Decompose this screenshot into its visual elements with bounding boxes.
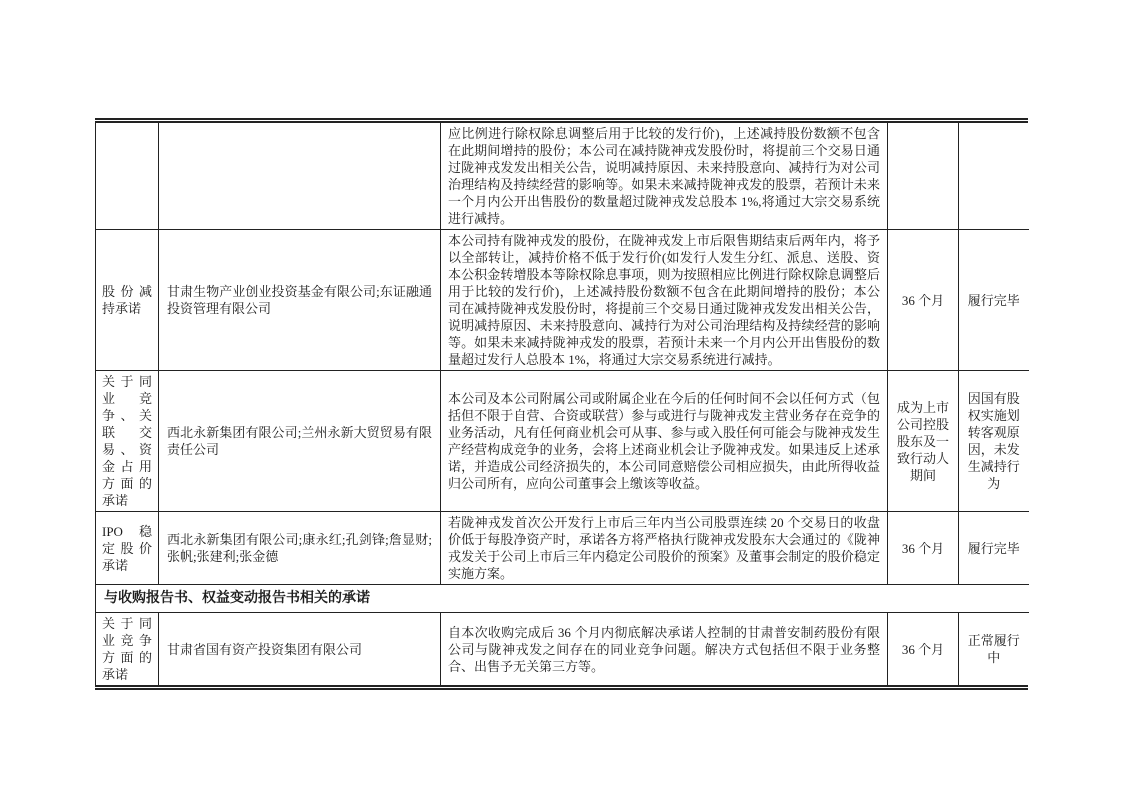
commitment-type-cell — [96, 123, 159, 230]
commitment-type-cell: 关于同业竞争方面的承诺 — [96, 613, 159, 686]
commitment-party-cell: 甘肃生物产业创业投资基金有限公司;东证融通投资管理有限公司 — [159, 230, 441, 371]
commitment-status-cell: 正常履行中 — [959, 613, 1029, 686]
table-row-competition-related — [96, 371, 1029, 512]
commitment-type-cell: IPO 稳定股价承诺 — [96, 512, 159, 585]
commitment-status-cell: 因国有股权实施划转客观原因，未发生减持行为 — [959, 371, 1029, 512]
commitment-party-cell: 西北永新集团有限公司;兰州永新大贸贸易有限责任公司 — [159, 371, 441, 512]
commitment-type-cell: 关于同业竞争、关联交易、资金占用方面的承诺 — [96, 371, 159, 512]
commitment-party-cell — [159, 123, 441, 230]
commitment-duration-cell: 36 个月 — [888, 230, 959, 371]
table-section-header-row — [96, 585, 1029, 613]
commitment-type-cell: 股份减持承诺 — [96, 230, 159, 371]
commitment-duration-cell: 成为上市公司控股股东及一致行动人期间 — [888, 371, 959, 512]
commitment-duration-cell: 36 个月 — [888, 512, 959, 585]
commitments-table — [95, 123, 1029, 685]
table-row-share-reduction — [96, 230, 1029, 371]
commitment-content-cell: 自本次收购完成后 36 个月内彻底解决承诺人控制的甘肃普安制药股份有限公司与陇神戎发之间存在的同业竞争问题。解决方式包括但不限于业务整合、出售予无关第三方等。 — [441, 613, 888, 686]
commitment-content-cell: 应比例进行除权除息调整后用于比较的发行价)，上述减持股份数额不包含在此期间增持的股份；本公司在减持陇神戎发股份时，将提前三个交易日通过陇神戎发发出相关公告，说明减持原因、未来持股意向、减持行为对公司治理结构及持续经营的影响等。如果未来减持陇神戎发的股票，若预计未来一个月内公开出售股份的数量超过陇神戎发总股本 1%,将通过大宗交易系统进行减持。 — [441, 123, 888, 230]
commitments-table-container — [95, 118, 1028, 690]
table-row-acquisition-competition — [96, 613, 1029, 686]
commitment-party-cell: 甘肃省国有资产投资集团有限公司 — [159, 613, 441, 686]
commitment-status-cell — [959, 123, 1029, 230]
commitment-duration-cell: 36 个月 — [888, 613, 959, 686]
table-row-ipo-price-stabilization — [96, 512, 1029, 585]
commitment-content-cell: 本公司及本公司附属公司或附属企业在今后的任何时间不会以任何方式（包括但不限于自营、合资或联营）参与或进行与陇神戎发主营业务存在竞争的业务活动，凡有任何商业机会可从事、参与或入股任何可能会与陇神戎发生产经营构成竞争的业务，会将上述商业机会让予陇神戎发。如果违反上述承诺，并造成公司经济损失的，本公司同意赔偿公司相应损失，由此所得收益归公司所有，应向公司董事会上缴该等收益。 — [441, 371, 888, 512]
table-row-continuation — [96, 123, 1029, 230]
commitment-content-cell: 若陇神戎发首次公开发行上市后三年内当公司股票连续 20 个交易日的收盘价低于每股净资产时，承诺各方将严格执行陇神戎发股东大会通过的《陇神戎发关于公司上市后三年内稳定公司股价的预案》及董事会制定的股价稳定实施方案。 — [441, 512, 888, 585]
commitment-status-cell: 履行完毕 — [959, 512, 1029, 585]
commitment-party-cell: 西北永新集团有限公司;康永红;孔剑锋;詹显财;张帆;张建利;张金德 — [159, 512, 441, 585]
section-header-label: 与收购报告书、权益变动报告书相关的承诺 — [96, 585, 1029, 613]
commitment-content-cell: 本公司持有陇神戎发的股份，在陇神戎发上市后限售期结束后两年内，将予以全部转让，减持价格不低于发行价(如发行人发生分红、派息、送股、资本公积金转增股本等除权除息事项，则为按照相应比例进行除权除息调整后用于比较的发行价)，上述减持股份数额不包含在此期间增持的股份；本公司在减持陇神戎发股份时，将提前三个交易日通过陇神戎发发出相关公告，说明减持原因、未来持股意向、减持行为对公司治理结构及持续经营的影响等。如果未来减持陇神戎发的股票，若预计未来一个月内公开出售股份的数量超过发行人总股本 1%，将通过大宗交易系统进行减持。 — [441, 230, 888, 371]
commitment-status-cell: 履行完毕 — [959, 230, 1029, 371]
commitment-duration-cell — [888, 123, 959, 230]
